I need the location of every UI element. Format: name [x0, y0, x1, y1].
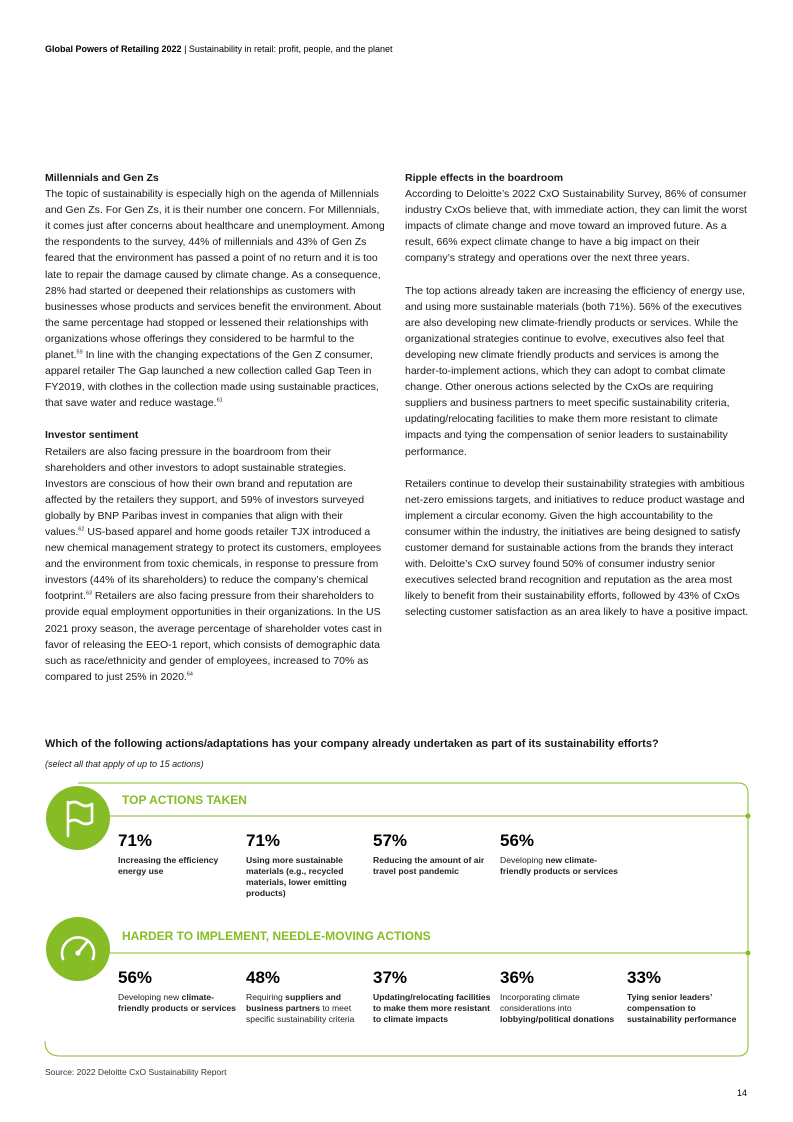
stat-item — [246, 968, 364, 1025]
body-text: US-based apparel and home goods retailer TJX introduced a new chemical management strategy to protect its customers, employees and the environment from toxic chemicals, in response to pressure from investors (44% of its shareholders) to reduce the company’s chemical footprint. — [45, 525, 382, 603]
body-paragraph: Retailers continue to develop their sustainability strategies with ambitious net-zero emissions targets, and initiatives to reduce product wastage and implement a circular economy. Given the high accountability to the consumer within the industry, the initiatives are being designed to satisfy customer demand for sustainable actions from the brands they interact with. Deloitte’s CxO survey found 50% of consumer industry senior executives selected brand recognition and reputation as the area most likely to benefit from their sustainability efforts, followed by 43% of CxOs selecting customer satisfaction as an area likely to have a positive impact. — [405, 477, 749, 619]
stat-description: Using more sustainable materials (e.g., recycled materials, lower emitting products) — [246, 855, 347, 898]
survey-instruction: (select all that apply of up to 15 actions) — [45, 759, 204, 769]
footnote-ref: 63 — [85, 590, 92, 597]
section-heading: Millennials and Gen Zs — [45, 172, 159, 184]
stat-item — [118, 831, 236, 877]
stat-item — [500, 831, 618, 877]
harder-actions-title: HARDER TO IMPLEMENT, NEEDLE-MOVING ACTIONS — [122, 929, 431, 943]
stat-percent: 71% — [246, 831, 281, 850]
stat-description: Reducing the amount of air travel post pandemic — [373, 855, 485, 876]
stat-item — [373, 968, 491, 1025]
body-paragraph: According to Deloitte’s 2022 CxO Sustainability Survey, 86% of consumer industry CxOs believe that, with immediate action, they can limit the worst impacts of climate change and move toward an improved future. As a result, 66% expect climate change to have a big impact on their company’s strategy and operations over the next three years. — [405, 188, 747, 265]
flag-icon — [46, 786, 110, 850]
stat-description: Developing new climate-friendly products or services — [500, 855, 618, 876]
body-text: Retailers are also facing pressure from their shareholders to provide equal employment opportunities in their organizations. In the US 2021 proxy season, the average percentage of shareholder votes cast in favor of releasing the EEO-1 report, which consists of demographic data such as race/ethnicity and gender of employees, increased to 70% as compared to just 25% in 2020. — [45, 590, 382, 683]
section-heading: Ripple effects in the boardroom — [405, 172, 564, 184]
body-text: The topic of sustainability is especially high on the agenda of Millennials and Gen Zs. For Gen Zs, it is their number one concern. For Millennials, it comes just after concerns about healthcare and unemployment. Among the respondents to the survey, 44% of millennials and 43% of Gen Zs feared that the environment has passed a point of no return and it is too late to repair the damage caused by climate change. As a consequence, 28% had started or deepened their relationships as customers with businesses whose products and services benefit the environment. About the same percentage had stopped or lessened their relationships with organizations whose offerings they considered to be harmful to the planet. — [45, 188, 385, 362]
source-note: Source: 2022 Deloitte CxO Sustainability Report — [45, 1067, 227, 1077]
footnote-ref: 62 — [78, 526, 85, 533]
stat-item — [500, 968, 618, 1025]
body-paragraph — [45, 444, 385, 685]
divider-dot — [746, 814, 751, 819]
body-paragraph — [45, 186, 385, 411]
page-number: 14 — [737, 1088, 748, 1098]
header-title: Global Powers of Retailing 2022 — [45, 44, 182, 54]
stat-percent: 56% — [118, 968, 153, 987]
survey-question: Which of the following actions/adaptations has your company already undertaken as part of its sustainability efforts? — [45, 738, 659, 750]
stat-item — [246, 831, 364, 899]
stat-description: Increasing the efficiency energy use — [118, 855, 219, 876]
footnote-ref: 64 — [186, 671, 193, 678]
stat-percent: 56% — [500, 831, 535, 850]
header-subtitle: Sustainability in retail: profit, people, and the planet — [188, 44, 393, 54]
body-paragraph: The top actions already taken are increasing the efficiency of energy use, and using more sustainable materials (both 71%). 56% of the executives are also developing new climate-friendly products or services. While the organizational strategies continue to evolve, executives also feel that developing new climate friendly products and services is among the harder-to-implement actions, which they can adopt to combat climate change. Other onerous actions selected by the CxOs are requiring suppliers and business partners to meet specific sustainability criteria, updating/relocating facilities to make them more resistant to climate impacts and tying the compensation of senior leaders to sustainability performance. — [405, 284, 746, 458]
stat-item — [118, 968, 236, 1014]
stat-item — [627, 968, 737, 1025]
stat-percent: 37% — [373, 968, 408, 987]
top-actions-title: TOP ACTIONS TAKEN — [122, 793, 247, 807]
body-text: Retailers are also facing pressure in the boardroom from their shareholders and other investors to adopt sustainable strategies. Investors are conscious of how their own brand and reputation are affected by the retailers they support, and 59% of investors surveyed globally by BNP Paribas invest in companies that align with their values. — [45, 445, 365, 538]
stat-percent: 36% — [500, 968, 535, 987]
footnote-ref: 61 — [216, 397, 223, 404]
stat-percent: 71% — [118, 831, 153, 850]
stat-description: Incorporating climate considerations into lobbying/political donations — [500, 992, 615, 1024]
right-column — [405, 170, 750, 636]
footnote-ref: 59 — [76, 349, 83, 356]
header-separator: | — [184, 44, 187, 54]
running-header — [45, 44, 393, 54]
stat-percent: 57% — [373, 831, 408, 850]
stat-description: Tying senior leaders’ compensation to sustainability performance — [627, 992, 737, 1024]
gauge-icon — [46, 917, 110, 981]
stat-description: Requiring suppliers and business partners to meet specific sustainability criteria — [246, 992, 355, 1024]
stat-item — [373, 831, 491, 877]
section-heading: Investor sentiment — [45, 429, 139, 442]
body-text: In line with the changing expectations of the Gen Z consumer, apparel retailer The Gap launched a new collection called Gap Teen in FY2019, with clothes in the collection made using sustainable practices, that save water and reduce wastage. — [45, 349, 379, 410]
stat-percent: 48% — [246, 968, 281, 987]
stat-description: Updating/relocating facilities to make them more resistant to climate impacts — [373, 992, 491, 1024]
divider-dot — [746, 951, 751, 956]
stat-percent: 33% — [627, 968, 662, 987]
stat-description: Developing new climate-friendly products or services — [118, 992, 236, 1013]
left-column — [45, 170, 385, 701]
